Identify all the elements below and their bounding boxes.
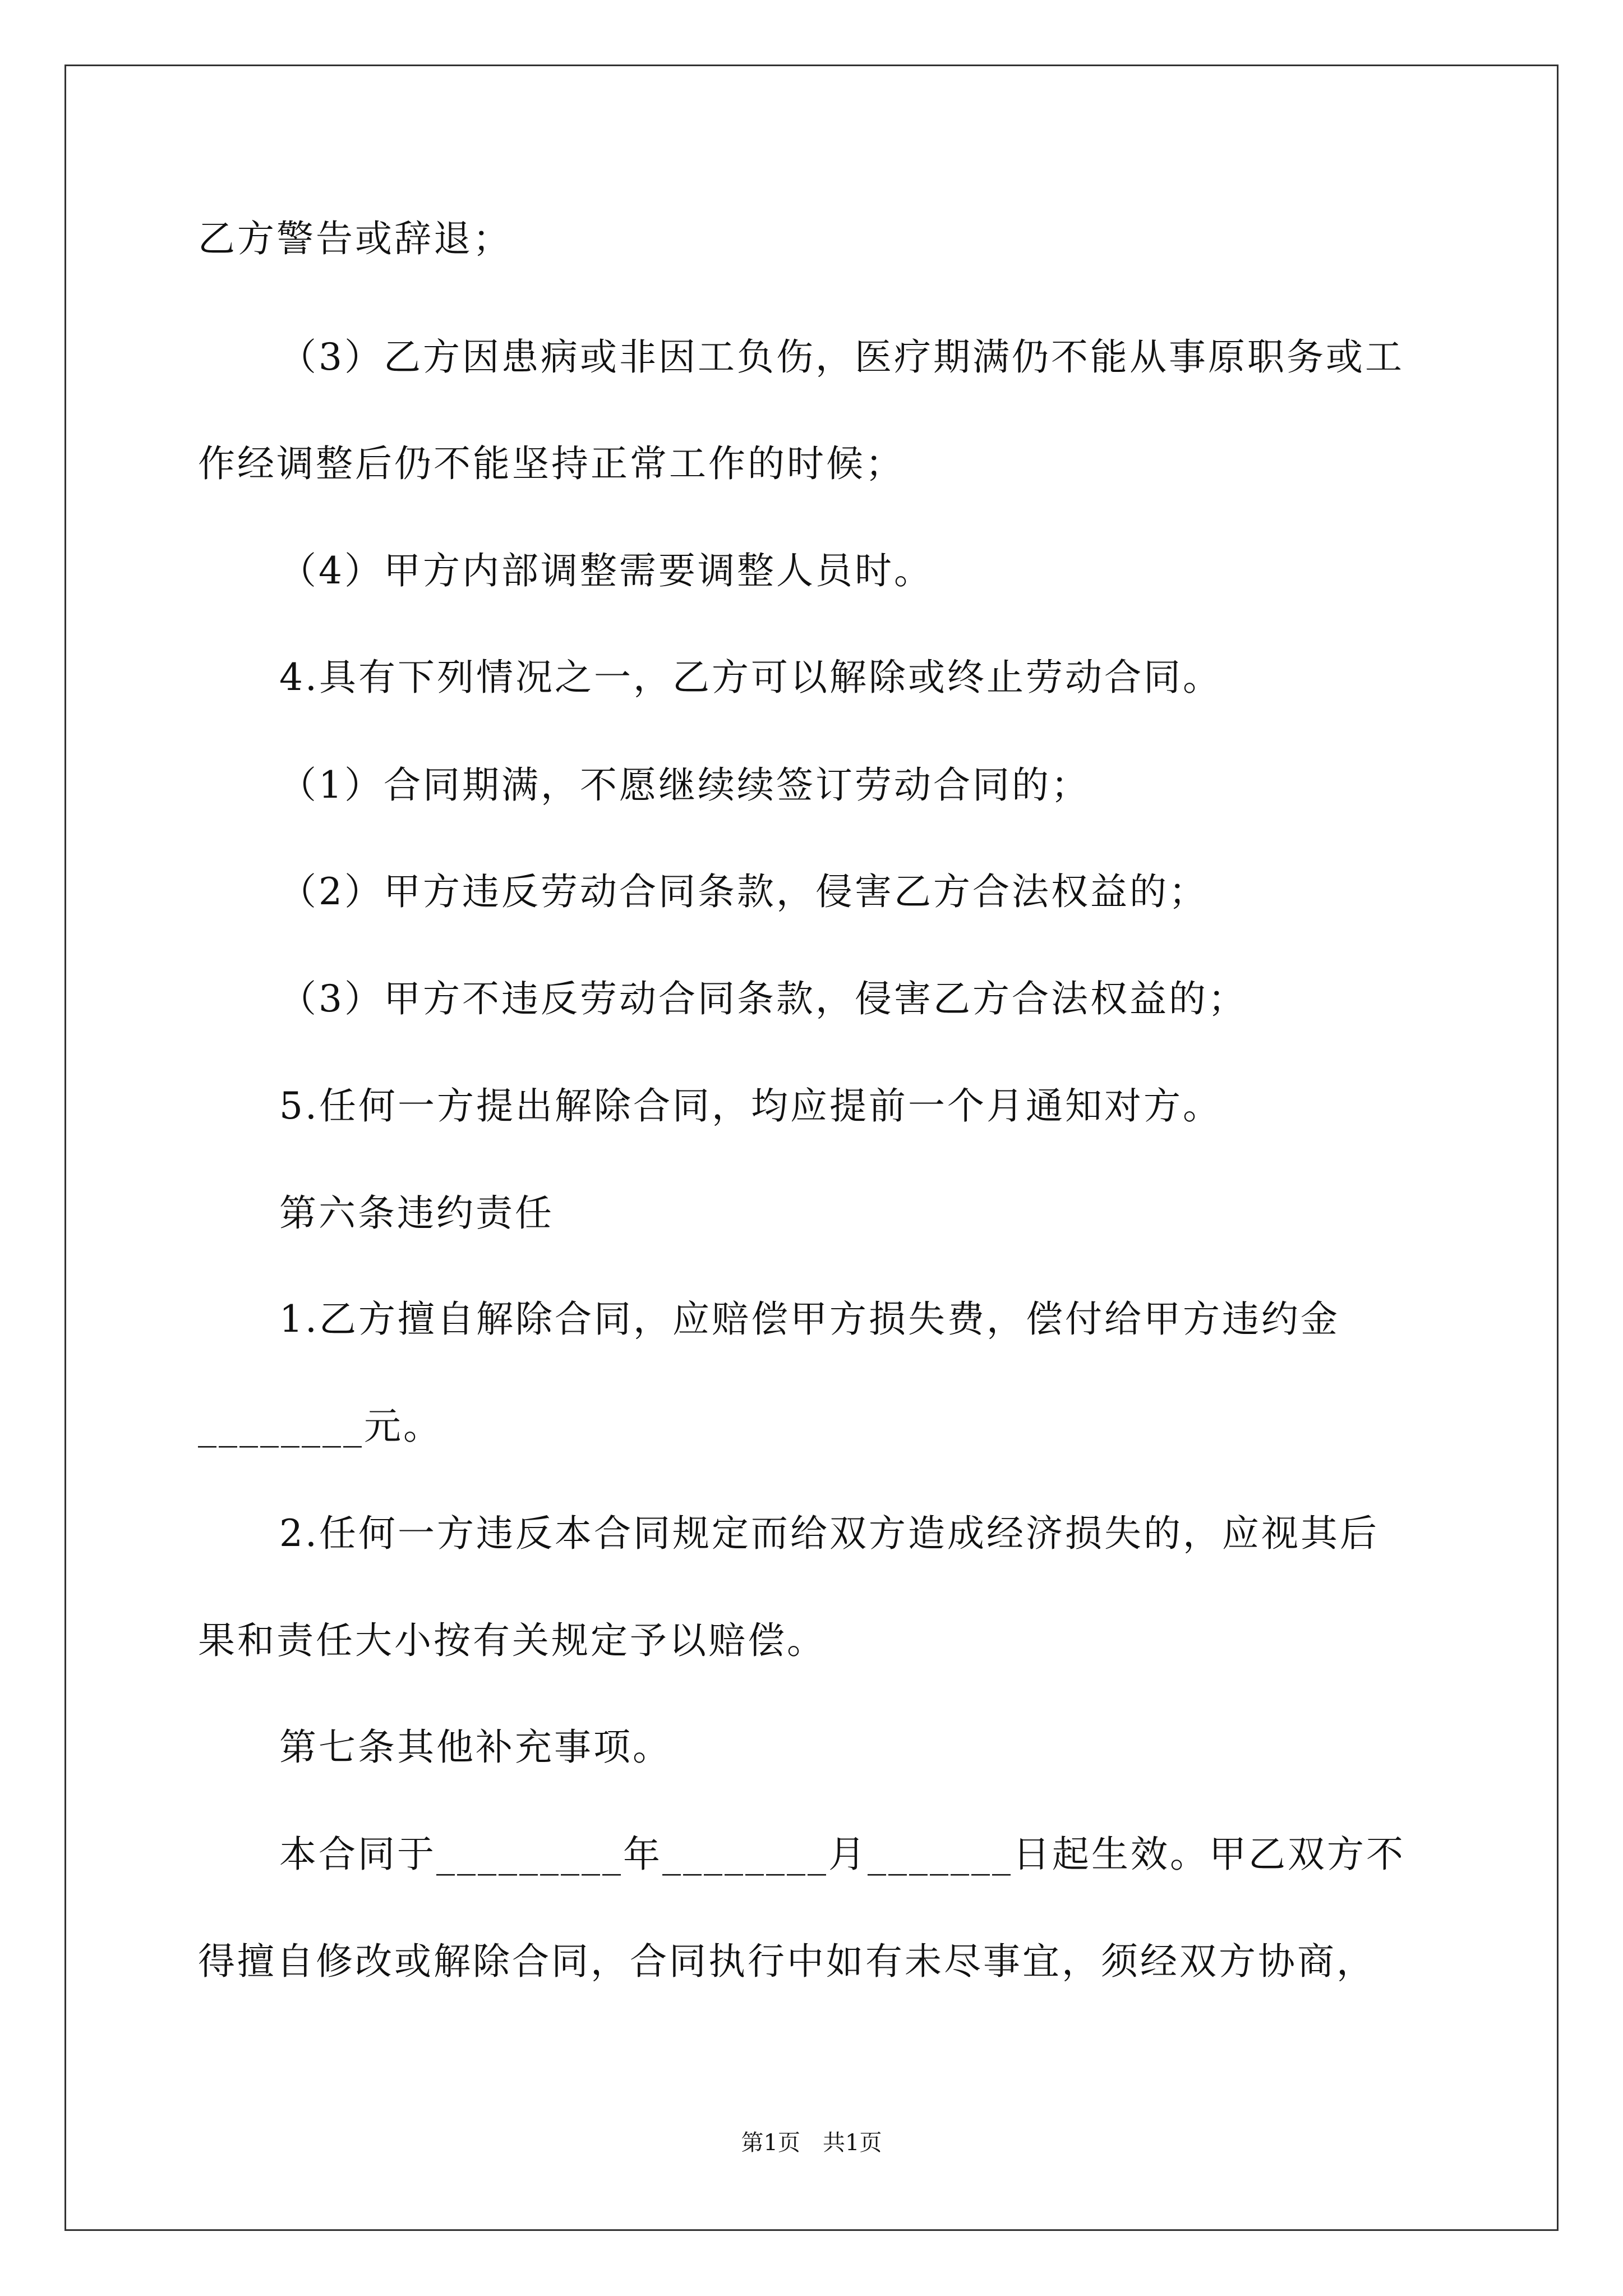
text-line-5: 4.具有下列情况之一，乙方可以解除或终止劳动合同。 [279, 656, 1222, 699]
text-line-7: （2）甲方违反劳动合同条款，侵害乙方合法权益的； [279, 870, 1208, 913]
text-line-8: （3）甲方不违反劳动合同条款，侵害乙方合法权益的； [279, 977, 1247, 1020]
section-heading-7: 第七条其他补充事项。 [279, 1726, 672, 1769]
text-line-2: （3）乙方因患病或非因工负伤，医疗期满仍不能从事原职务或工 [279, 335, 1404, 379]
text-line-9: 5.任何一方提出解除合同，均应提前一个月通知对方。 [279, 1084, 1222, 1128]
text-line-12: ________元。 [198, 1405, 442, 1448]
text-line-17: 得擅自修改或解除合同，合同执行中如有未尽事宜，须经双方协商， [198, 1940, 1376, 1983]
section-heading-6: 第六条违约责任 [279, 1191, 554, 1235]
text-line-11: 1.乙方擅自解除合同，应赔偿甲方损失费，偿付给甲方违约金 [279, 1297, 1340, 1341]
text-line-3: 作经调整后仍不能坚持正常工作的时候； [198, 442, 905, 485]
page-border [64, 65, 1559, 2231]
text-line-16: 本合同于_________年________月_______日起生效。甲乙双方不 [279, 1833, 1405, 1876]
text-line-4: （4）甲方内部调整需要调整人员时。 [279, 549, 933, 592]
text-line-13: 2.任何一方违反本合同规定而给双方造成经济损失的，应视其后 [279, 1512, 1379, 1555]
text-line-6: （1）合同期满，不愿继续续签订劳动合同的； [279, 763, 1090, 807]
page-footer: 第1页 共1页 [741, 2130, 882, 2156]
text-line-14: 果和责任大小按有关规定予以赔偿。 [198, 1619, 826, 1662]
text-line-1: 乙方警告或辞退； [198, 217, 512, 260]
